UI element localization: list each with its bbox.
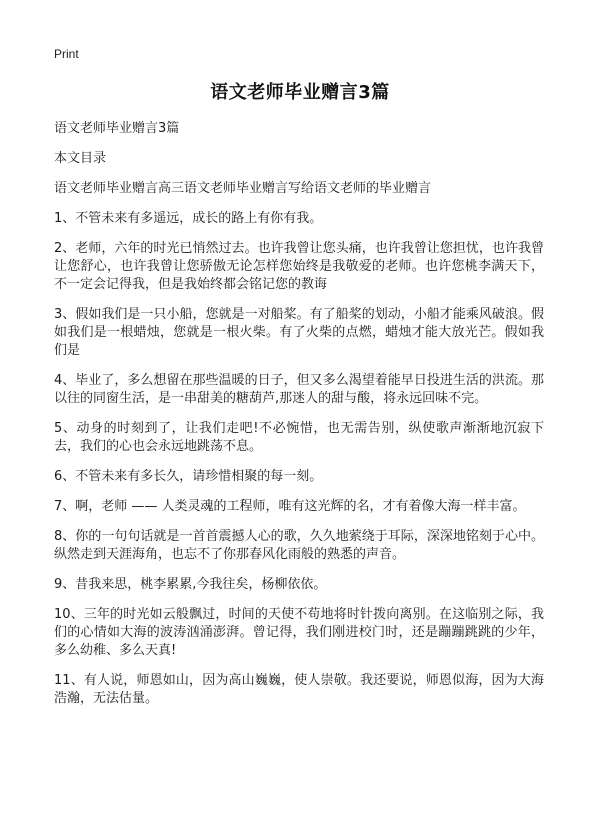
paragraph-8: 8、你的一句句话就是一首首震撼人心的歌，久久地萦绕于耳际，深深地铭刻于心中。纵然走到天涯海角，也忘不了你那春风化雨般的熟悉的声音。 (54, 529, 544, 562)
paragraph-1: 1、不管未来有多遥远，成长的路上有你有我。 (54, 211, 323, 226)
paragraph-2: 2、老师，六年的时光已悄然过去。也许我曾让您头痛，也许我曾让您担忧，也许我曾让您舒心，也许我曾让您骄傲无论怎样您始终是我敬爱的老师。也许您桃李满天下，不一定会记得我，但是我始终都会铭记您的教诲 (54, 241, 544, 292)
toc-line: 语文老师毕业赠言高三语文老师毕业赠言写给语文老师的毕业赠言 (54, 181, 432, 196)
paragraph-3: 3、假如我们是一只小船，您就是一对船桨。有了船桨的划动，小船才能乘风破浪。假如我们是一根蜡烛，您就是一根火柴。有了火柴的点燃，蜡烛才能大放光芒。假如我们是 (54, 307, 544, 358)
document-body (54, 120, 544, 720)
paragraph-5: 5、动身的时刻到了，让我们走吧!不必惋惜，也无需告别，纵使歌声渐渐地沉寂下去，我们的心也会永远地跳荡不息。 (54, 421, 544, 454)
paragraph-10: 10、三年的时光如云般飘过，时间的天使不苟地将时针拨向离别。在这临别之际，我们的心情如大海的波涛汹涌澎湃。曾记得，我们刚进校门时，还是蹦蹦跳跳的少年，多么幼稚、多么天真! (54, 607, 544, 658)
print-label[interactable]: Print (54, 47, 79, 61)
paragraph-4: 4、毕业了，多么想留在那些温暖的日子，但又多么渴望着能早日投进生活的洪流。那以往的同窗生活，是一串甜美的糖葫芦,那迷人的甜与酸，将永远回味不完。 (54, 373, 544, 406)
toc-heading: 本文目录 (54, 151, 107, 166)
paragraph-6: 6、不管未来有多长久，请珍惜相聚的每一刻。 (54, 469, 323, 484)
subtitle-line: 语文老师毕业赠言3篇 (54, 121, 180, 136)
page-title: 语文老师毕业赠言3篇 (210, 82, 390, 103)
paragraph-9: 9、昔我来思，桃李累累,今我往矣，杨柳依依。 (54, 577, 327, 592)
paragraph-11: 11、有人说，师恩如山，因为高山巍巍，使人崇敬。我还要说，师恩似海，因为大海浩瀚，无法估量。 (54, 673, 544, 706)
paragraph-7: 7、啊，老师 —— 人类灵魂的工程师，唯有这光辉的名，才有着像大海一样丰富。 (54, 499, 526, 514)
